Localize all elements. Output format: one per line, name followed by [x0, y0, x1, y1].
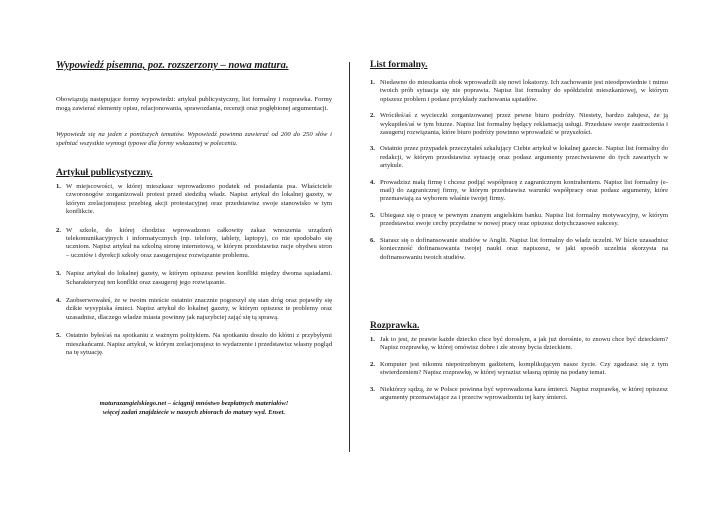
section-heading-article: Artykuł publicystyczny.	[56, 168, 153, 178]
footer-note	[56, 400, 332, 417]
article-task-list	[56, 183, 332, 358]
section-heading-letter: List formalny.	[370, 60, 428, 70]
list-item: 4. Prowadzisz małą firmę i chcesz podjąć współpracę z zagranicznym kontrahentem. Napisz list formalny (e-mail) do zagranicznej firmy, w którym przedstawisz warunki współpracy oraz podasz argumenty, które przemawiają za wyborem właśnie twojej firmy.	[370, 178, 668, 203]
list-item: 5. Ostatnio byłeś/aś na spotkaniu z ważnym politykiem. Na spotkaniu doszło do kłótni z przybyłymi mieszkańcami. Napisz artykuł, w którym zrelacjonujesz to wydarzenie i przedstawisz własny pogląd na tę sytuację.	[56, 332, 332, 357]
list-item: 1. W miejscowości, w której mieszkasz wprowadzono podatek od posiadania psa. Właściciele czworonogów zorganizowali protest przed siedzibą władz. Napisz artykuł do lokalnej gazety, w którym zrelacjonujesz przebieg akcji protestacyjnej oraz przedstawisz swoje stanowisko w tym konflikcie.	[56, 183, 332, 216]
list-item: 5. Ubiegasz się o pracę w pewnym znanym angielskim banku. Napisz list formalny motywacyjny, w którym przedstawisz swoje cechy przydatne w nowej pracy oraz opiszesz dotychczasowe sukcesy.	[370, 211, 668, 228]
page-title: Wypowiedź pisemna, poz. rozszerzony – nowa matura.	[56, 60, 289, 71]
list-item: 2. Wróciłeś/aś z wycieczki zorganizowanej przez pewne biuro podróży. Niestety, bardzo żałujesz, że ją wykupiłeś/aś w tym biurze. Napisz list formalny będący reklamacją usługi. Przedstaw swoje zastrzeżenia i zasugeruj rozwiązania, które biuro podróży powinno wprowadzić w przyszłości.	[370, 112, 668, 137]
footer-line: maturazangielskiego.net – ściągnij mnóstwo bezpłatnych materiałów!	[99, 400, 289, 407]
list-item: 1. Jak to jest, że prawie każde dziecko chce być dorosłym, a jak już dorośnie, to znowu chce być dzieckiem? Napisz rozprawkę, w której omówisz dobre i złe strony bycia dzieckiem.	[370, 336, 668, 352]
list-item: 3. Ostatnio przez przypadek przeczytałeś szkalujący Ciebie artykuł w lokalnej gazecie. Napisz list formalny do redakcji, w którym przedstawisz sytuację oraz podasz argumenty przeciwstawne do tych zawartych w artykule.	[370, 145, 668, 170]
letter-task-list	[370, 79, 668, 262]
list-item: 1. Niedawno do mieszkania obok wprowadzili się nowi lokatorzy. Ich zachowanie jest nieodpowiednie i mimo twoich prób sytuacja się nie poprawia. Napisz list formalny do spółdzielni mieszkaniowej, w którym opiszesz problem i podasz przykłady zachowania sąsiadów.	[370, 79, 668, 103]
instructions-paragraph: Wypowiedz się na jeden z poniższych tematów. Wypowiedź powinna zawierać od 200 do 250 słów i spełniać wszystkie wymogi typowe dla formy wskazanej w poleceniu.	[56, 131, 332, 147]
footer-line: więcej zadań znajdziecie w naszych zbiorach do matury wyd. Enset.	[102, 408, 286, 416]
list-item: 3. Niektórzy sądzą, że w Polsce powinna być wprowadzona kara śmierci. Napisz rozprawkę, w której opiszesz argumenty przemawiające za i przeciw wprowadzeniu tej kary śmierci.	[370, 385, 668, 402]
list-item: 2. Komputer jest nikomu niepotrzebnym gadżetem, komplikującym nasze życie. Czy zgadzasz się z tym stwierdzeniem? Napisz rozprawkę, w której wyrazisz własną opinię na podany temat.	[370, 360, 668, 377]
list-item: 3. Napisz artykuł do lokalnej gazety, w którym opiszesz pewien konflikt między dwoma sąsiadami. Scharakteryzuj ten konflikt oraz zasugeruj jego rozwiązanie.	[56, 270, 332, 286]
list-item: 2. W szkole, do której chodzisz wprowadzono całkowity zakaz wnoszenia urządzeń telekomunikacyjnych i informatycznych (np. telefony, tablety, laptopy), co nie spodobało się uczniom. Napisz artykuł na szkolną stronę internetową, w którym przedstawisz racje obydwu stron – uczniów i dyrekcji szkoły oraz zasugerujesz rozwiązanie problemu.	[56, 226, 332, 259]
list-item: 4. Zaobserwowałeś, że w twoim mieście ostatnio znacznie pogorszył się stan dróg oraz pojawiły się dzikie wysypiska śmieci. Napisz artykuł do lokalnej gazety, w którym opiszesz te problemy oraz uzasadnisz, dlaczego władze miasta powinny jak najszybciej zająć się tą sprawą.	[56, 297, 332, 321]
column-divider	[349, 62, 350, 452]
list-item: 6. Starasz się o dofinansowanie studiów w Anglii. Napisz list formalny do władz uczelni. W liście uzasadnisz konieczność dofinansowania twojej nauki oraz napiszesz, w jaki sposób uczelnia skorzysta na dofinansowaniu twoich studiów.	[370, 236, 668, 261]
essay-task-list	[370, 336, 668, 402]
intro-paragraph: Obowiązują następujące formy wypowiedzi: artykuł publicystyczny, list formalny i rozprawka. Formy mogą zawierać elementy opisu, relacjonowania, sprawozdania, recenzji oraz pogłębionej argumentacji.	[56, 96, 332, 112]
section-heading-essay: Rozprawka.	[370, 321, 420, 331]
